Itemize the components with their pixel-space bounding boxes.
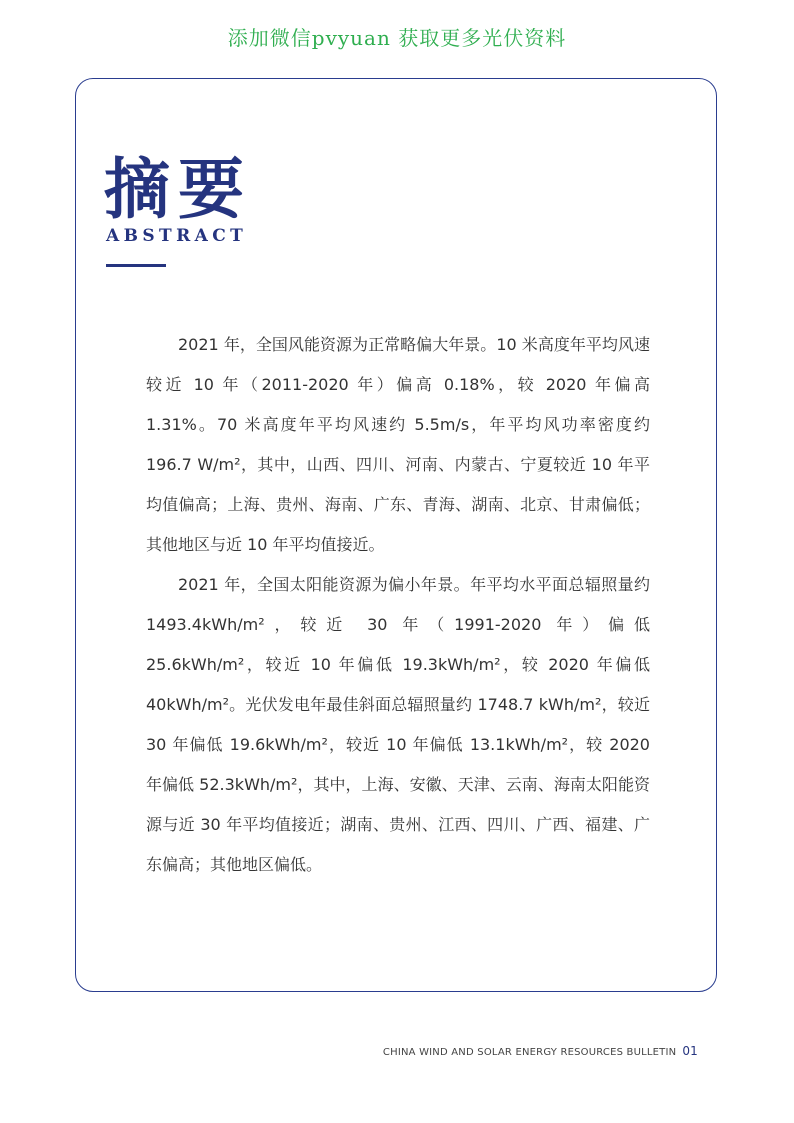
page-number: 01 <box>682 1044 698 1058</box>
footer-title: CHINA WIND AND SOLAR ENERGY RESOURCES BULLETIN <box>382 1047 677 1058</box>
watermark-text: 添加微信pvyuan 获取更多光伏资料 <box>227 26 567 50</box>
page-footer <box>383 1044 698 1058</box>
title-divider <box>106 264 166 267</box>
page-subtitle: ABSTRACT <box>106 226 248 246</box>
page-title: 摘要 <box>104 150 252 228</box>
paragraph-solar: 2021 年，全国太阳能资源为偏小年景。年平均水平面总辐照量约 1493.4kWh/m²，较近 30 年（1991-2020 年）偏低 25.6kWh/m²，较近 10 年偏低 19.3kWh/m²，较 2020 年偏低 40kWh/m²。光伏发电年最佳斜面总辐照量约 1748.7 kWh/m²，较近 30 年偏低 19.6kWh/m²，较近 10 年偏低 13.1kWh/m²，较 2020 年偏低 52.3kWh/m²，其中，上海、安徽、天津、云南、海南太阳能资源与近 30 年平均值接近；湖南、贵州、江西、四川、广西、福建、广东偏高；其他地区偏低。 <box>146 575 650 874</box>
paragraph-wind: 2021 年，全国风能资源为正常略偏大年景。10 米高度年平均风速较近 10 年（2011-2020 年）偏高 0.18%，较 2020 年偏高 1.31%。70 米高度年平均风速约 5.5m/s，年平均风功率密度约 196.7 W/m²，其中，山西、四川、河南、内蒙古、宁夏较近 10 年平均值偏高；上海、贵州、海南、广东、青海、湖南、北京、甘肃偏低；其他地区与近 10 年平均值接近。 <box>146 335 650 554</box>
abstract-body <box>146 325 650 885</box>
